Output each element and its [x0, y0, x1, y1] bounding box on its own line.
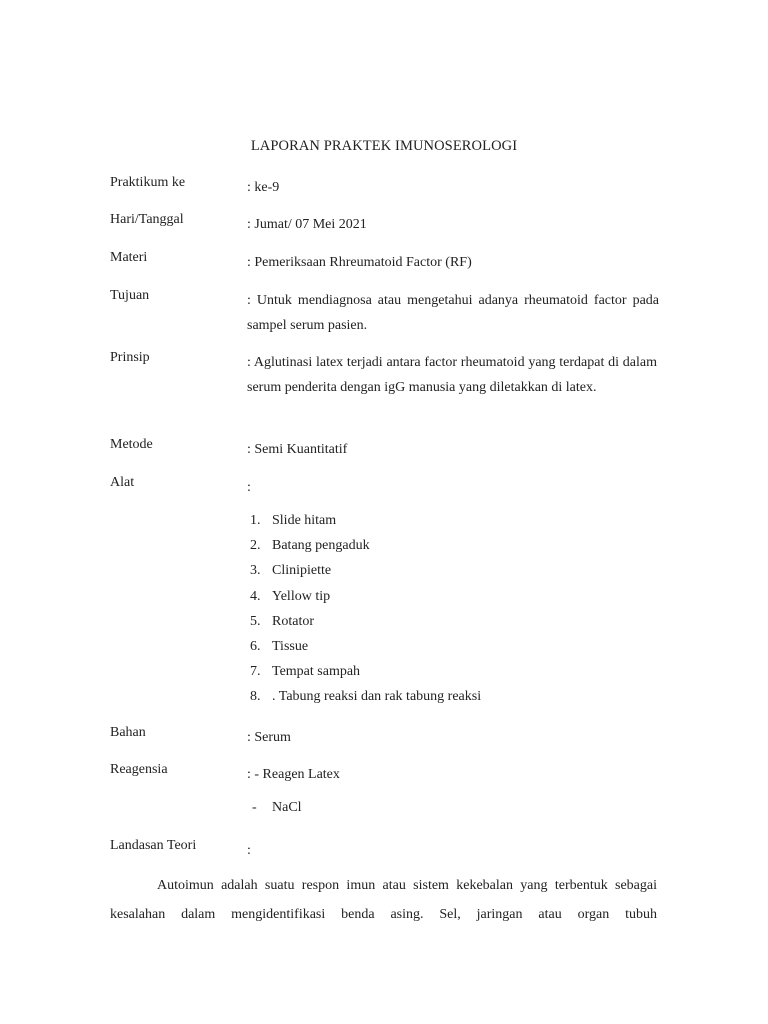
- list-item: [250, 584, 670, 609]
- field-label: Alat: [110, 475, 135, 490]
- list-text: Clinipiette: [272, 563, 332, 579]
- list-number: 7.: [250, 664, 261, 680]
- field-value: : - Reagen Latex: [247, 767, 340, 782]
- field-label: Praktikum ke: [110, 175, 186, 190]
- list-number: 6.: [250, 638, 261, 654]
- theory-paragraph: [110, 871, 657, 929]
- field-label: Prinsip: [110, 350, 150, 365]
- field-value: : Aglutinasi latex terjadi antara factor rheumatoid yang terdapat di dalam serum penderita dengan igG manusia yang diletakkan di latex.: [247, 355, 657, 395]
- list-number: 2.: [250, 538, 261, 554]
- field-value: :: [247, 843, 251, 858]
- list-text: Tempat sampah: [272, 664, 361, 680]
- list-item: [250, 609, 670, 634]
- list-item: [250, 508, 670, 533]
- field-label: Landasan Teori: [110, 838, 197, 853]
- field-label: Bahan: [110, 725, 146, 740]
- field-label: Materi: [110, 250, 148, 265]
- field-value: : ke-9: [247, 180, 280, 195]
- list-item: [250, 634, 670, 659]
- list-text: Tissue: [272, 638, 309, 654]
- list-item: [250, 533, 670, 558]
- document-title: LAPORAN PRAKTEK IMUNOSEROLOGI: [250, 138, 518, 154]
- list-number: 5.: [250, 613, 261, 629]
- list-text: Yellow tip: [272, 588, 331, 604]
- field-label: Metode: [110, 437, 153, 452]
- field-value: : Semi Kuantitatif: [247, 442, 348, 457]
- list-number: 4.: [250, 588, 261, 604]
- list-number: 8.: [250, 689, 261, 705]
- list-number: 3.: [250, 563, 261, 579]
- list-dash: -: [252, 800, 257, 815]
- list-text: Slide hitam: [272, 513, 337, 528]
- list-item: [250, 684, 670, 709]
- list-text: NaCl: [272, 800, 302, 815]
- field-label: Tujuan: [110, 288, 150, 303]
- field-label: Hari/Tanggal: [110, 212, 184, 227]
- list-item: [250, 659, 670, 684]
- field-label: Reagensia: [110, 762, 168, 777]
- list-text: Rotator: [272, 613, 314, 629]
- list-text: . Tabung reaksi dan rak tabung reaksi: [272, 689, 482, 705]
- field-value: : Jumat/ 07 Mei 2021: [247, 217, 367, 232]
- list-number: 1.: [250, 513, 261, 528]
- alat-list: [250, 508, 670, 710]
- paragraph-text: Autoimun adalah suatu respon imun atau sistem kekebalan yang terbentuk sebagai kesalahan dalam mengidentifikasi benda asing. Sel, jaringan atau organ tubuh: [110, 878, 657, 922]
- field-value: : Pemeriksaan Rhreumatoid Factor (RF): [247, 255, 472, 270]
- list-text: Batang pengaduk: [272, 538, 370, 554]
- field-value: : Serum: [247, 730, 291, 745]
- list-item: [250, 558, 670, 583]
- field-value: : Untuk mendiagnosa atau mengetahui adanya rheumatoid factor pada sampel serum pasien.: [247, 293, 659, 333]
- field-value: :: [247, 480, 251, 495]
